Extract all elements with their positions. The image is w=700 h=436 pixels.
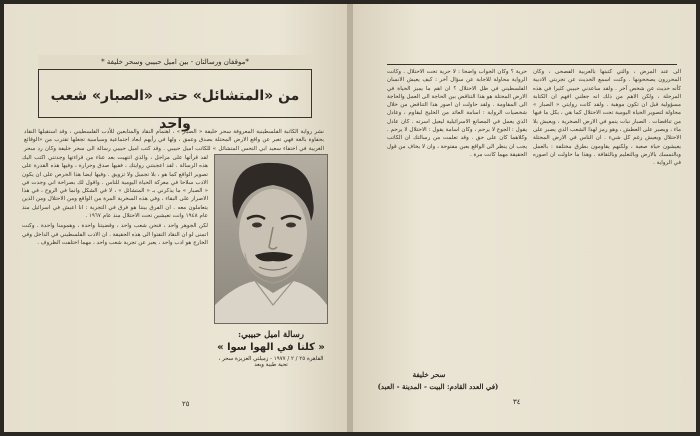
right-page [353,4,696,432]
signature-name: سحر خليفة [412,370,446,379]
right-col1-text: الى عند المرض ، والتي كتبتها بالعربية الفصحى ، وكان المحررون يصححونها . وكنت اسمع الحديث عن تجربتي الادبية كأنه حديث عن شخص آخر . ولقد ساعدني حبيبي كثيرا في هذه المرحلة ، ولكن الاهم من ذلك انه جعلني افهم ان الكتابة مسؤولية قبل ان تكون موهبة . ولقد كانت روايتي « الصبار » محاولة لتصوير الحياة اليومية تحت الاحتلال كما هي ، بكل ما فيها من تناقضات . الصبار نبات ينمو في الارض الصخرية ، ويعيش بلا ماء ، ويصبر على العطش ، وهو رمز لهذا الشعب الذي يصبر على الاحتلال ويعيش رغم كل شيء . ان الناس في الارض المحتلة يعيشون حياة صعبة ، ولكنهم يقاومون بطرق مختلفة : بالعمل وبالتمسك بالارض وبالتعليم وبالثقافة . وهذا ما حاولت ان اصوره في الرواية . [533,69,681,167]
caption-label: رسالة اميل حبيبي: [238,330,304,340]
series-title: *موقفان ورسالتان - بين اميل حبيبي وسحر خليفة * [38,55,312,70]
page-number-left: ٢٥ [182,400,190,408]
page-number-right: ٣٤ [513,398,521,406]
left-column-text [22,154,208,392]
headline: من «المتشائل» حتى «الصبار» شعب واحد [50,88,300,132]
caption-meta: القاهرة ٢٥ / ٢ / ١٩٧٧ - زميلتي العزيزة سحر ، تحية طيبة وبعد [218,356,324,368]
right-col2-text: حرية ؟ وكان الجواب واضحا : لا حرية تحت الاحتلال . وكانت الرواية محاولة للاجابة عن سؤال آخر : كيف يعيش الانسان الفلسطيني في ظل الاحتلال ؟ ان اهم ما يميز الحياة في الارض المحتلة هو هذا التناقض بين الحاجة الى العمل والحاجة الى المقاومة . ولقد حاولت ان اصور هذا التناقض من خلال شخصيات الرواية : اسامة العائد من الخليج ليقاوم ، وعادل الذي يعمل في المصانع الاسرائيلية ليعيل اسرته . كان عادل يقول : الجوع لا يرحم ، وكان اسامة يقول : الاحتلال لا يرحم . وكلاهما كان على حق . وقد تعلمت من رسالتك ان الكاتب يجب ان ينظر الى الواقع بعين مفتوحة ، وان لا يخاف من قول الحقيقة مهما كانت مرة . [387,69,527,158]
next-issue-note: (في العدد القادم: البيت - المدينة - العبد) [377,382,499,391]
caption-title: « كلنا في الهوا سوا » [217,342,325,353]
author-photo [214,154,328,324]
magazine-spread [4,4,696,432]
intro-paragraph: نشر رواية الكاتبة الفلسطينية المعروفة سحر خليفة « الصبار » ، اهتمام النقاد والمتابعين للأدب الفلسطيني ، وقد استقبلها النقاد بحفاوة بالغة فهي تعبر عن واقع الارض المحتلة بصدق وعمق ، ولها في رأيهم ابعاد اجتماعية وسياسية تجعلها تقترب من «الوقائع الغريبة في اختفاء سعيد ابي النحس المتشائل » للكاتب اميل حبيبي . وقد كتب اميل حبيبي رسالة الى سحر خليفة وكان رد سحر [24,129,324,152]
left-col1-text: لقد قرأتها على مراحل ، والذي انتهيت بعد عناء من قراءتها وجدتني اكتب اليك هذه الرسالة . لقد اعجبتني روايتك ، ففيها صدق وحرارة ، وفيها هذه القدرة على تصوير الواقع كما هو ، بلا تجميل ولا تزويق . وفيها ايضا هذا الحرص على ان يكون الادب سلاحا في معركة الحياة اليومية للناس . واقول لك بصراحة اني وجدت في « الصبار » ما يذكرني بـ « المتشائل » ، لا في الشكل وانما في الروح ، في هذا الاصرار على البقاء ، وفي هذه السخرية المرة من الواقع ومن الاحتلال ومن الذين يتعاملون معه . ان الفرق بيننا هو فرق في التجربة : انا اعيش في اسرائيل منذ عام ١٩٤٨ وانت تعيشين تحت الاحتلال منذ عام ١٩٦٧ . [22,155,208,220]
top-rule [387,64,677,65]
left-col2-text: لكن الجوهر واحد ، فنحن شعب واحد ، وقضيتنا واحدة ، وهمومنا واحدة . وكنت اتمنى لو ان النقاد التفتوا الى هذه الحقيقة . ان الادب الفلسطيني في الداخل وفي الخارج هو ادب واحد ، يعبر عن تجربة شعب واحد ، مهما اختلفت الظروف . [22,223,208,246]
left-page [4,4,347,432]
